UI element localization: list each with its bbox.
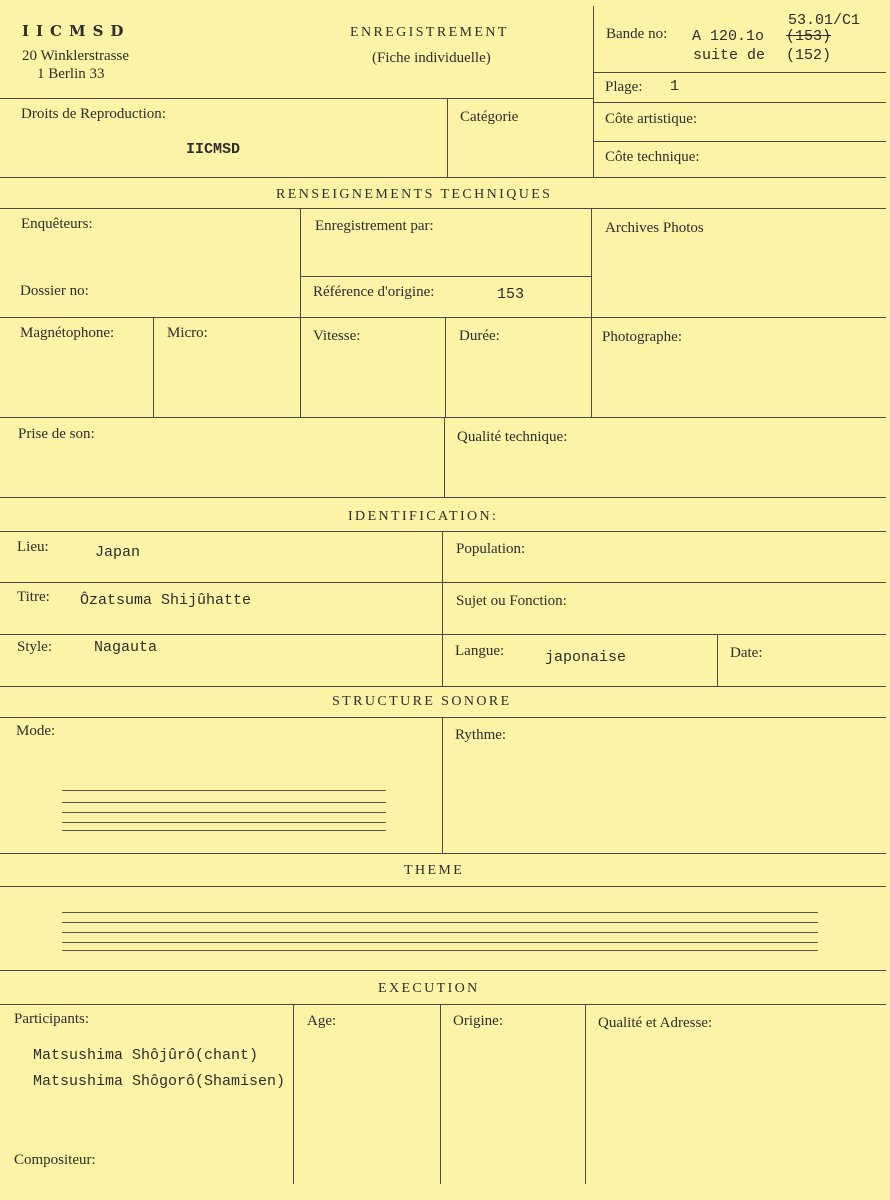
rule-exec-title-bottom [0, 1004, 886, 1005]
langue-value: japonaise [545, 649, 627, 666]
langue-label: Langue: [455, 643, 505, 659]
theme-blank-line [62, 912, 818, 913]
rule-date-vertical [717, 634, 718, 686]
rule-bande-bottom [593, 72, 886, 73]
rule-cote-mid [593, 141, 886, 142]
rule-style-bottom [0, 686, 886, 687]
participants-label: Participants: [14, 1011, 89, 1027]
categorie-label: Catégorie [460, 109, 519, 125]
droits-value: IICMSD [186, 141, 241, 158]
rule-qualite-adresse-vertical [585, 1004, 586, 1184]
mode-blank-line [62, 830, 386, 831]
bande-label: Bande no: [606, 26, 668, 42]
rule-qualite-vertical [444, 417, 445, 497]
enqueteurs-label: Enquêteurs: [21, 216, 93, 232]
micro-label: Micro: [167, 325, 208, 341]
form-title: ENREGISTREMENT [350, 25, 509, 40]
suite-label: suite de [693, 47, 766, 64]
lieu-label: Lieu: [17, 539, 49, 555]
reference-value: 153 [497, 286, 525, 303]
org-city: 1 Berlin 33 [37, 66, 105, 82]
rule-tech-vertical-2 [591, 208, 592, 417]
date-label: Date: [730, 645, 763, 661]
duree-label: Durée: [459, 328, 500, 344]
rule-enreg-bottom [300, 276, 591, 277]
plage-label: Plage: [605, 79, 643, 95]
rule-tech-vertical-1 [300, 208, 301, 417]
rule-ident-vertical [442, 531, 443, 686]
form-subtitle: (Fiche individuelle) [372, 50, 491, 66]
rule-theme-bottom [0, 970, 886, 971]
cote-technique-label: Côte technique: [605, 149, 700, 165]
theme-blank-line [62, 932, 818, 933]
rule-prise-bottom [0, 497, 886, 498]
rule-structure-vertical [442, 717, 443, 853]
mode-blank-line [62, 812, 386, 813]
rythme-label: Rythme: [455, 727, 507, 743]
droits-label: Droits de Reproduction: [21, 106, 166, 122]
rule-magneto-bottom [0, 417, 886, 418]
rule-titre-bottom [0, 634, 886, 635]
mode-blank-line [62, 802, 386, 803]
section-title-theme: THEME [404, 863, 465, 878]
rule-rights-bottom [0, 177, 886, 178]
rule-lieu-bottom [0, 582, 886, 583]
origine-label: Origine: [453, 1013, 503, 1029]
suite-value: (152) [786, 47, 832, 64]
theme-blank-line [62, 942, 818, 943]
compositeur-label: Compositeur: [14, 1152, 96, 1168]
theme-blank-line [62, 950, 818, 951]
qualite-technique-label: Qualité technique: [457, 429, 568, 445]
rule-micro-vertical [153, 317, 154, 417]
rule-theme-title-bottom [0, 886, 886, 887]
bande-value: A 120.1o [692, 28, 765, 45]
section-title-structure: STRUCTURE SONORE [332, 694, 512, 709]
ref-code: 53.01/C1 [788, 12, 861, 29]
plage-value: 1 [670, 78, 680, 95]
style-label: Style: [17, 639, 53, 655]
enregistrement-par-label: Enregistrement par: [315, 218, 434, 234]
section-title-identification: IDENTIFICATION: [348, 509, 499, 524]
archives-photos-label: Archives Photos [605, 220, 704, 236]
rule-plage-bottom [593, 102, 886, 103]
rule-tech-title-bottom [0, 208, 886, 209]
rule-header-bottom [0, 98, 593, 99]
cote-artistique-label: Côte artistique: [605, 111, 698, 127]
mode-label: Mode: [16, 723, 56, 739]
rule-age-vertical [293, 1004, 294, 1184]
rule-structure-title-bottom [0, 717, 886, 718]
org-street: 20 Winklerstrasse [22, 48, 130, 64]
lieu-value: Japan [95, 544, 141, 561]
rule-dossier-bottom [0, 317, 886, 318]
bande-struck-value: (153) [786, 28, 832, 45]
participant-entry: Matsushima Shôjûrô(chant) [33, 1047, 259, 1064]
style-value: Nagauta [94, 639, 158, 656]
section-title-execution: EXECUTION [378, 981, 480, 996]
mode-blank-line [62, 790, 386, 791]
rule-header-vertical [593, 6, 594, 177]
section-title-technique: RENSEIGNEMENTS TECHNIQUES [276, 187, 553, 202]
photographe-label: Photographe: [602, 329, 682, 345]
magnetophone-label: Magnétophone: [20, 325, 115, 341]
titre-value: Ôzatsuma Shijûhatte [80, 592, 252, 609]
dossier-label: Dossier no: [20, 283, 89, 299]
rule-duree-vertical [445, 317, 446, 417]
age-label: Age: [307, 1013, 337, 1029]
prise-de-son-label: Prise de son: [18, 426, 95, 442]
vitesse-label: Vitesse: [313, 328, 361, 344]
reference-label: Référence d'origine: [313, 284, 435, 300]
rule-mode-bottom [0, 853, 886, 854]
qualite-adresse-label: Qualité et Adresse: [598, 1015, 713, 1031]
theme-blank-line [62, 922, 818, 923]
org-logo: IICMSD [22, 22, 131, 40]
rule-origine-vertical [440, 1004, 441, 1184]
rule-ident-title-bottom [0, 531, 886, 532]
mode-blank-line [62, 822, 386, 823]
population-label: Population: [456, 541, 526, 557]
titre-label: Titre: [17, 589, 50, 605]
sujet-label: Sujet ou Fonction: [456, 593, 567, 609]
rule-categorie-vertical [447, 98, 448, 177]
participant-entry: Matsushima Shôgorô(Shamisen) [33, 1073, 286, 1090]
